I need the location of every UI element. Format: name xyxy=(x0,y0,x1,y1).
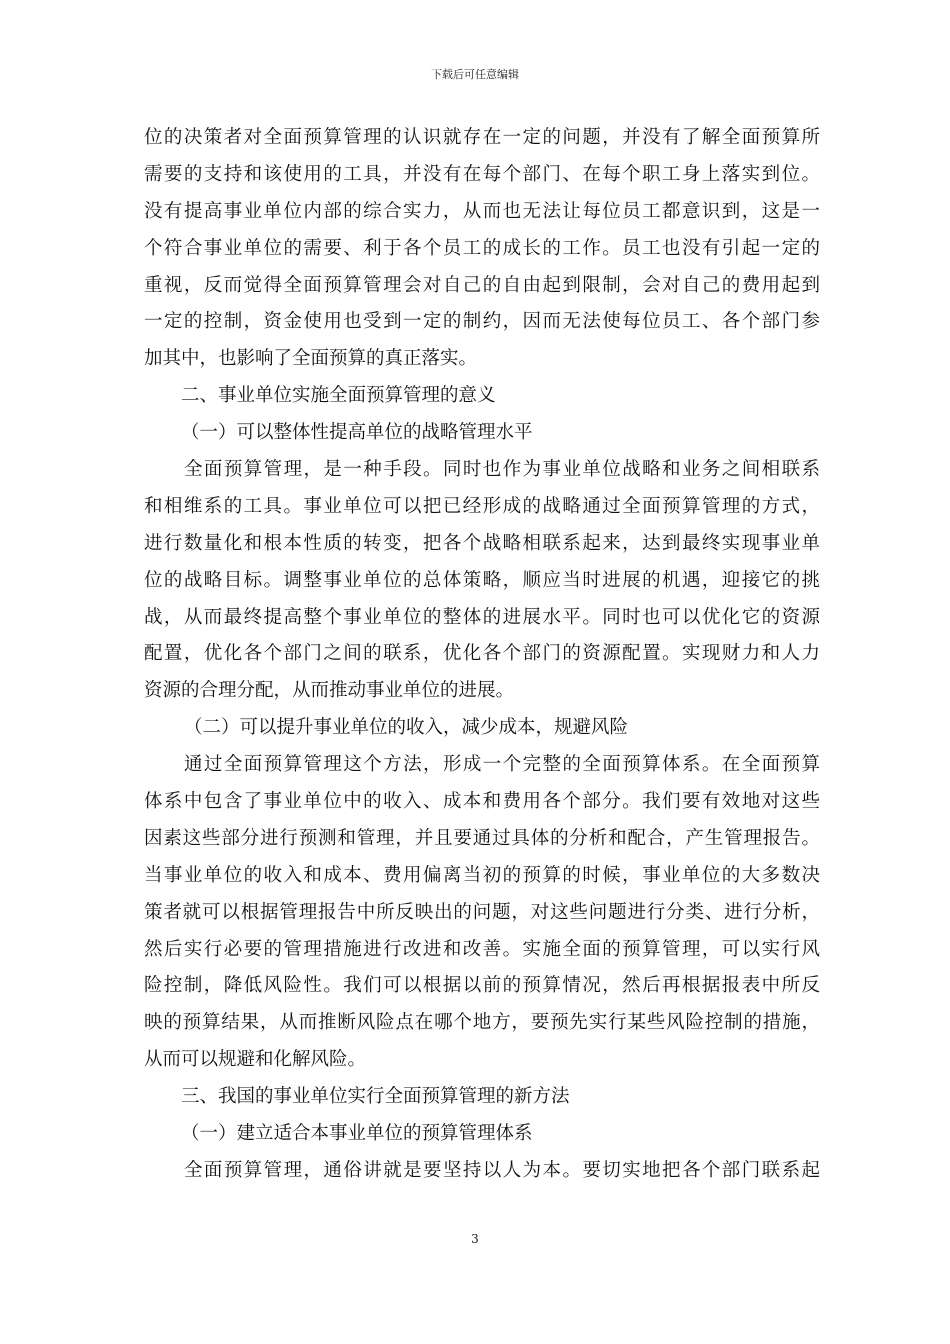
text-line: 位的战略目标。调整事业单位的总体策略，顺应当时进展的机遇，迎接它的挑 xyxy=(144,569,820,591)
text-line: （一）可以整体性提高单位的战略管理水平 xyxy=(181,422,533,444)
text-line: 通过全面预算管理这个方法，形成一个完整的全面预算体系。在全面预算 xyxy=(184,754,820,776)
text-line: 当事业单位的收入和成本、费用偏离当初的预算的时候，事业单位的大多数决 xyxy=(144,864,820,886)
page-header: 下载后可任意编辑 xyxy=(431,68,519,81)
text-line: 战，从而最终提高整个事业单位的整体的进展水平。同时也可以优化它的资源 xyxy=(144,606,820,628)
text-line: 三、我国的事业单位实行全面预算管理的新方法 xyxy=(181,1086,570,1108)
text-line: 加其中，也影响了全面预算的真正落实。 xyxy=(144,348,478,370)
text-line: 和相维系的工具。事业单位可以把已经形成的战略通过全面预算管理的方式， xyxy=(144,495,820,517)
text-line: 因素这些部分进行预测和管理，并且要通过具体的分析和配合，产生管理报告。 xyxy=(144,827,820,849)
text-line: 从而可以规避和化解风险。 xyxy=(144,1049,367,1071)
body-text xyxy=(144,120,820,1190)
text-line: 险控制，降低风险性。我们可以根据以前的预算情况，然后再根据报表中所反 xyxy=(144,975,820,997)
text-line: （一）建立适合本事业单位的预算管理体系 xyxy=(181,1123,533,1145)
text-line: 体系中包含了事业单位中的收入、成本和费用各个部分。我们要有效地对这些 xyxy=(144,791,820,813)
text-line: 配置，优化各个部门之间的联系，优化各个部门的资源配置。实现财力和人力 xyxy=(144,643,820,665)
text-line: 进行数量化和根本性质的转变，把各个战略相联系起来，达到最终实现事业单 xyxy=(144,532,820,554)
text-line: 个符合事业单位的需要、利于各个员工的成长的工作。员工也没有引起一定的 xyxy=(144,237,820,259)
text-line: 没有提高事业单位内部的综合实力，从而也无法让每位员工都意识到，这是一 xyxy=(144,200,820,222)
text-line: 全面预算管理，通俗讲就是要坚持以人为本。要切实地把各个部门联系起 xyxy=(184,1159,820,1181)
text-line: 位的决策者对全面预算管理的认识就存在一定的问题，并没有了解全面预算所 xyxy=(144,127,820,148)
text-line: 重视，反而觉得全面预算管理会对自己的自由起到限制，会对自己的费用起到 xyxy=(144,274,820,296)
text-line: （二）可以提升事业单位的收入，减少成本，规避风险 xyxy=(184,717,629,739)
text-line: 映的预算结果，从而推断风险点在哪个地方，要预先实行某些风险控制的措施， xyxy=(144,1012,820,1034)
text-line: 需要的支持和该使用的工具，并没有在每个部门、在每个职工身上落实到位。 xyxy=(144,163,820,185)
text-line: 一定的控制，资金使用也受到一定的制约，因而无法使每位员工、各个部门参 xyxy=(144,311,820,333)
text-line: 然后实行必要的管理措施进行改进和改善。实施全面的预算管理，可以实行风 xyxy=(144,938,820,960)
text-line: 策者就可以根据管理报告中所反映出的问题，对这些问题进行分类、进行分析， xyxy=(144,901,820,923)
page-number: 3 xyxy=(471,1232,479,1246)
text-line: 全面预算管理，是一种手段。同时也作为事业单位战略和业务之间相联系 xyxy=(184,459,820,481)
text-line: 二、事业单位实施全面预算管理的意义 xyxy=(181,385,496,407)
text-line: 资源的合理分配，从而推动事业单位的进展。 xyxy=(144,680,515,702)
